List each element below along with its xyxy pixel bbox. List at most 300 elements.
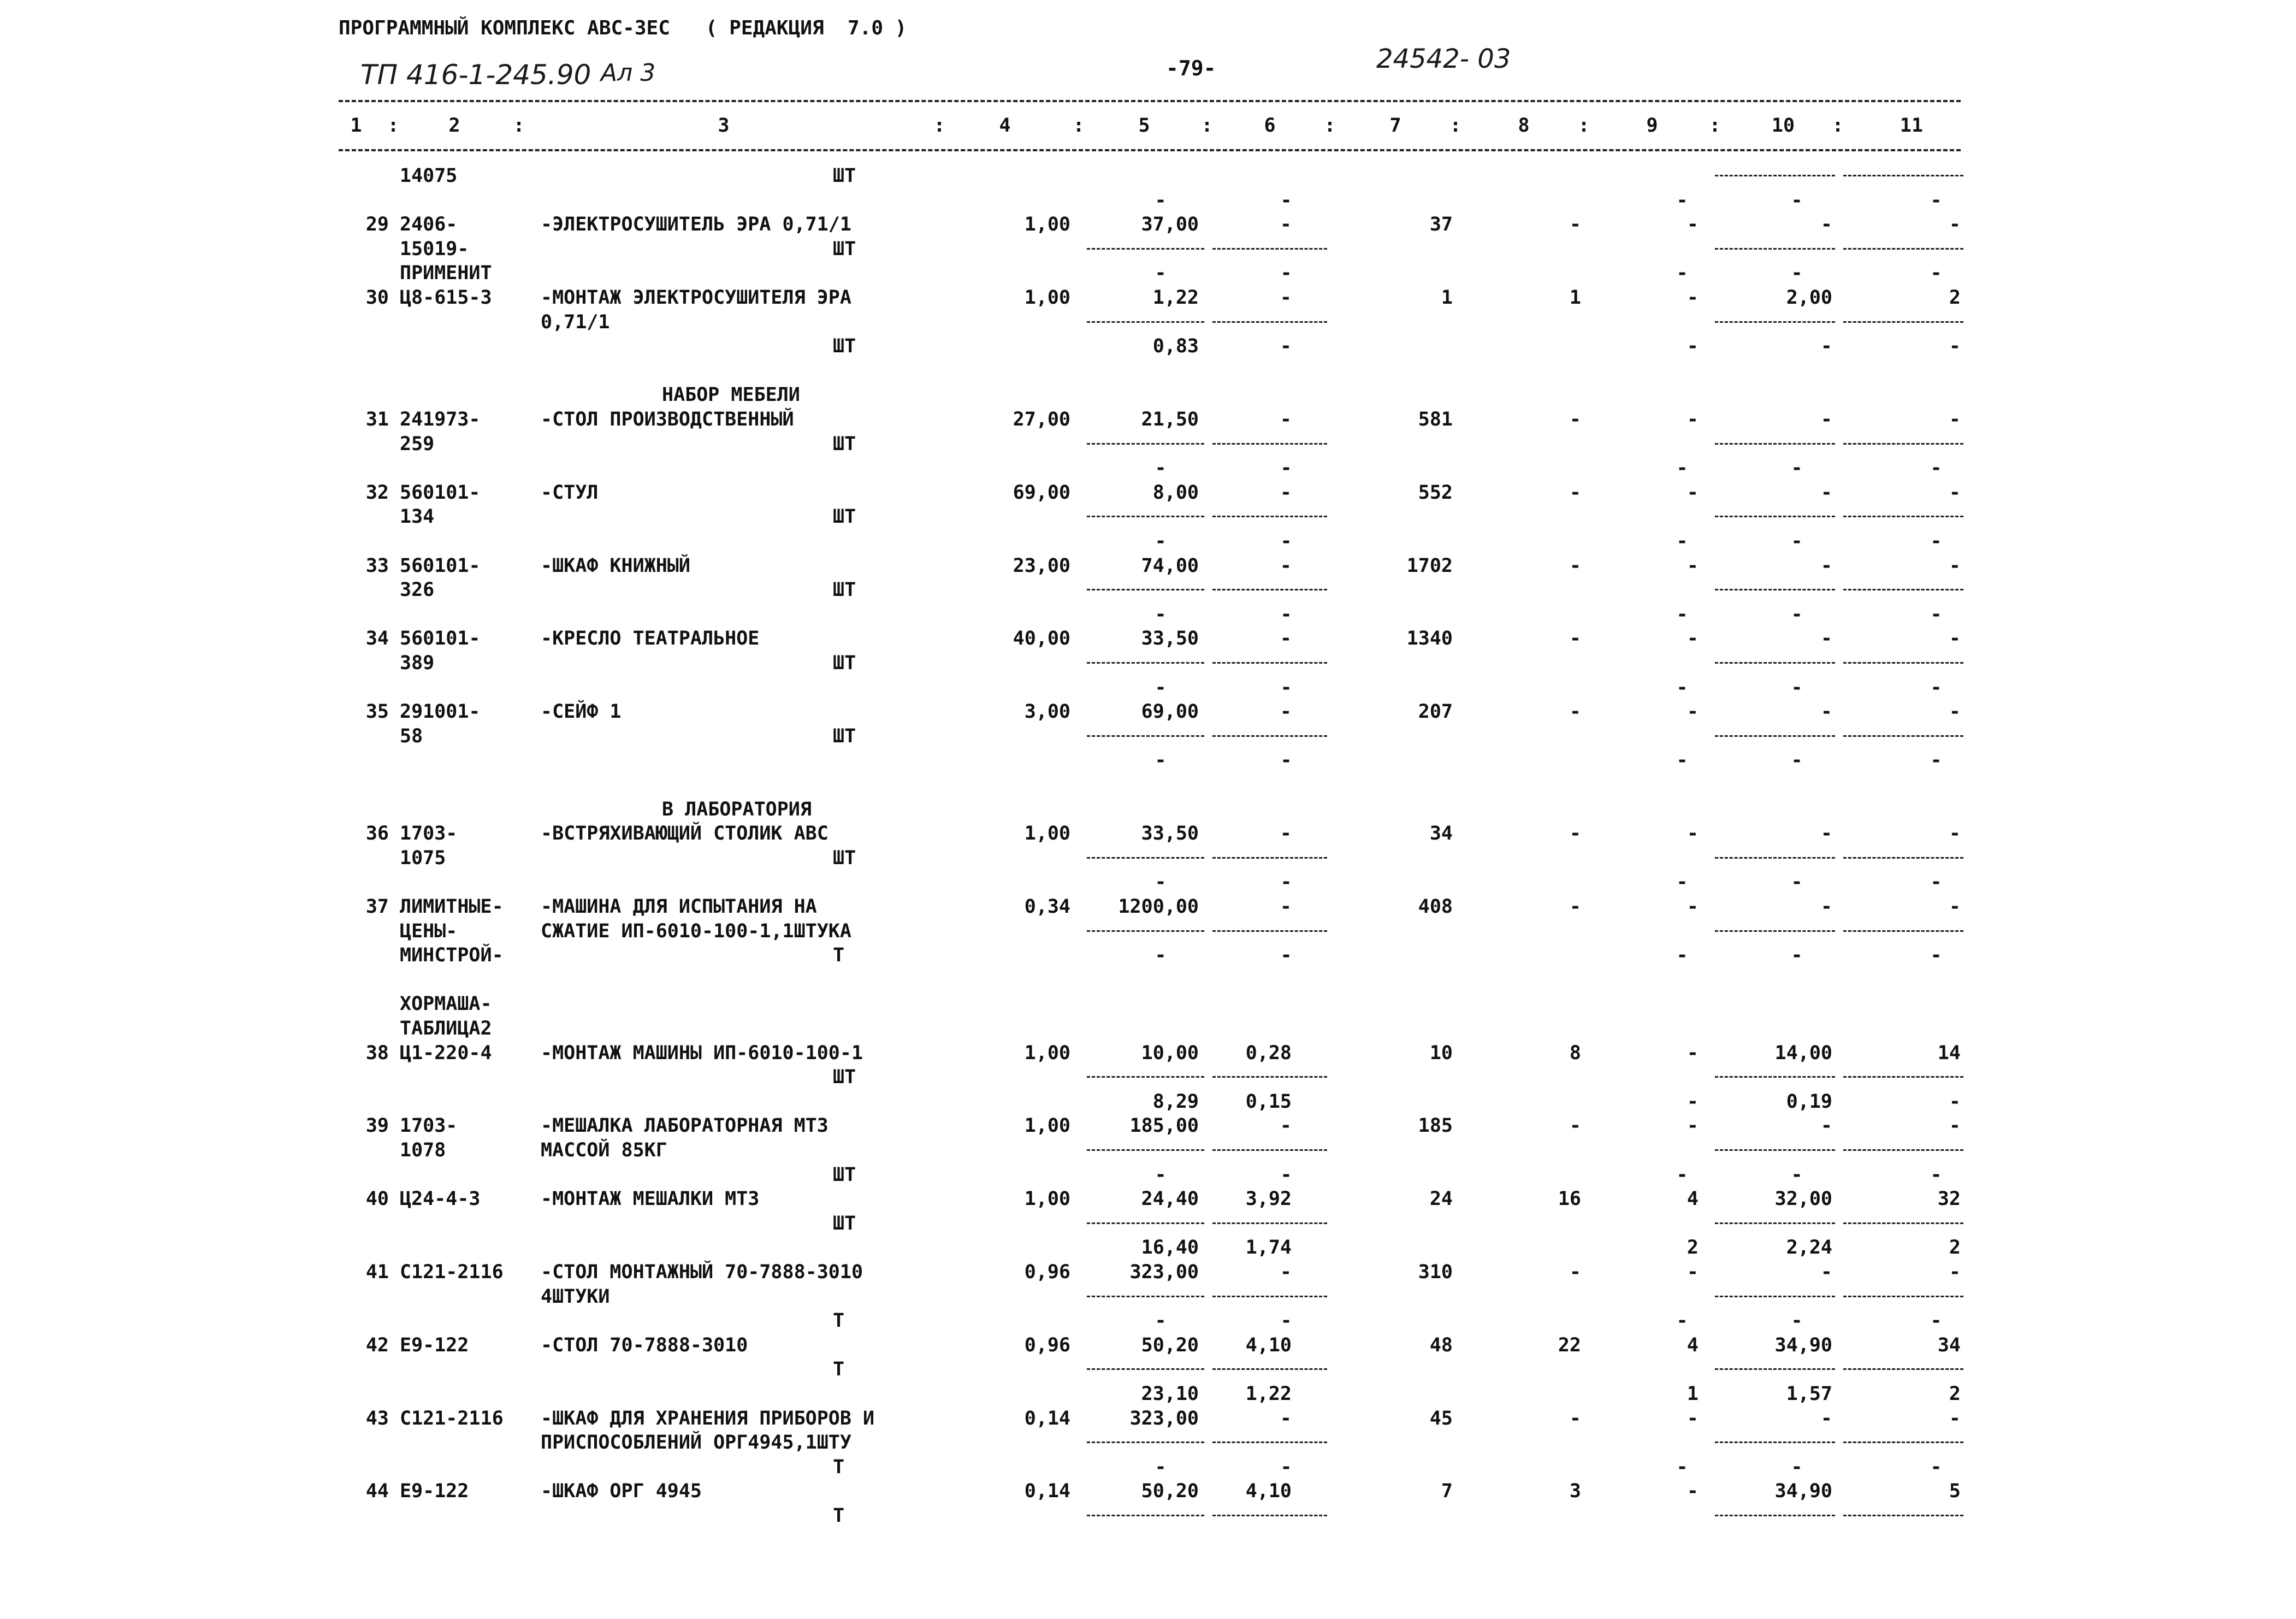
cell-c5: 24,40: [1141, 1188, 1199, 1210]
subtotal-underline: [1715, 1296, 1835, 1297]
cell-c9: 2: [1687, 1237, 1699, 1258]
subtotal-underline: [1212, 857, 1327, 859]
cell-num: 33: [365, 555, 389, 577]
dash-mark: -: [1155, 677, 1167, 699]
cell-c11: -: [1949, 335, 1961, 357]
page-number: -79-: [1166, 56, 1216, 80]
cell-c2: Ц24-4-3: [400, 1188, 481, 1210]
cell-num: 40: [365, 1188, 389, 1210]
dash-mark: -: [1155, 530, 1167, 552]
subtotal-underline: [1212, 589, 1327, 590]
cell-c5: 69,00: [1141, 701, 1199, 723]
column-number: 10: [1771, 115, 1795, 137]
cell-c3: СЖАТИЕ ИП-6010-100-1,1ШТУКА: [541, 920, 851, 942]
cell-num: 42: [365, 1334, 389, 1356]
dash-mark: -: [1676, 1456, 1688, 1478]
subtotal-underline: [1212, 1515, 1327, 1516]
dash-mark: -: [1155, 749, 1167, 771]
cell-c4: 1,00: [1024, 823, 1070, 844]
cell-c10: -: [1820, 1261, 1832, 1283]
cell-c8: -: [1569, 1408, 1581, 1429]
cell-c3: -МАШИНА ДЛЯ ИСПЫТАНИЯ НА: [541, 896, 817, 918]
cell-c3: -МОНТАЖ МАШИНЫ ИП-6010-100-1: [541, 1042, 863, 1064]
cell-c2: 58: [400, 725, 423, 747]
cell-unit: ШТ: [833, 1066, 856, 1088]
cell-c4: 0,14: [1024, 1408, 1070, 1429]
cell-unit: ШТ: [833, 652, 856, 674]
subtotal-underline: [1715, 662, 1835, 664]
cell-c8: 3: [1569, 1480, 1581, 1502]
cell-c2: ЛИМИТНЫЕ-: [400, 896, 504, 918]
cell-c11: 5: [1949, 1480, 1961, 1502]
cell-c4: 40,00: [1013, 628, 1070, 649]
cell-c7: 7: [1441, 1480, 1453, 1502]
cell-c10: -: [1820, 335, 1832, 357]
column-separator: :: [1324, 115, 1336, 137]
subtotal-underline: [1843, 175, 1963, 176]
subtotal-underline: [1843, 589, 1963, 590]
cell-c3: -МЕШАЛКА ЛАБОРАТОРНАЯ МТЗ: [541, 1115, 829, 1137]
cell-unit: Т: [833, 944, 845, 966]
column-number: 7: [1389, 115, 1401, 137]
subtotal-underline: [1212, 1149, 1327, 1151]
cell-c5: 23,10: [1141, 1383, 1199, 1405]
column-separator: :: [1709, 115, 1721, 137]
cell-c11: -: [1949, 555, 1961, 577]
cell-c9: 4: [1687, 1334, 1699, 1356]
subtotal-underline: [1212, 516, 1327, 517]
cell-c11: -: [1949, 1408, 1961, 1429]
cell-c9: -: [1687, 1480, 1699, 1502]
cell-c5: 21,50: [1141, 409, 1199, 430]
section-heading: В ЛАБОРАТОРИЯ: [662, 799, 812, 820]
cell-c11: -: [1949, 896, 1961, 918]
dash-mark: -: [1280, 749, 1292, 771]
cell-c2: ХОРМАША-: [400, 993, 492, 1015]
dash-mark: -: [1791, 530, 1803, 552]
cell-c4: 1,00: [1024, 214, 1070, 235]
cell-c6: 3,92: [1245, 1188, 1292, 1210]
dash-mark: -: [1280, 871, 1292, 893]
dash-mark: -: [1930, 1164, 1942, 1186]
subtotal-underline: [1843, 321, 1963, 323]
cell-c6: -: [1280, 1408, 1292, 1429]
cell-c2: 291001-: [400, 701, 481, 723]
dash-mark: -: [1155, 871, 1167, 893]
dash-mark: -: [1155, 262, 1167, 284]
subtotal-underline: [1843, 1441, 1963, 1443]
cell-c11: -: [1949, 1091, 1961, 1113]
cell-c9: -: [1687, 555, 1699, 577]
cell-c2: 134: [400, 506, 435, 528]
cell-c6: -: [1280, 214, 1292, 235]
cell-c7: 552: [1418, 482, 1453, 504]
subtotal-underline: [1212, 321, 1327, 323]
column-number: 4: [999, 115, 1011, 137]
cell-c2: С121-2116: [400, 1261, 504, 1283]
cell-num: 34: [365, 628, 389, 649]
cell-c9: -: [1687, 701, 1699, 723]
subtotal-underline: [1087, 735, 1204, 737]
cell-c4: 69,00: [1013, 482, 1070, 504]
cell-c10: 34,90: [1774, 1334, 1832, 1356]
cell-c6: 4,10: [1245, 1480, 1292, 1502]
subtotal-underline: [1843, 1368, 1963, 1370]
cell-num: 41: [365, 1261, 389, 1283]
column-separator: :: [1449, 115, 1461, 137]
column-separator: :: [1073, 115, 1085, 137]
cell-c6: 0,28: [1245, 1042, 1292, 1064]
subtotal-underline: [1715, 1368, 1835, 1370]
subtotal-underline: [1212, 1222, 1327, 1224]
dash-mark: -: [1155, 1310, 1167, 1332]
subtotal-underline: [1087, 930, 1204, 932]
column-number: 5: [1138, 115, 1150, 137]
dash-mark: -: [1676, 1164, 1688, 1186]
cell-c3: -ВСТРЯХИВАЮЩИЙ СТОЛИК АВС: [541, 823, 829, 844]
cell-c6: -: [1280, 287, 1292, 309]
cell-c2: 389: [400, 652, 435, 674]
cell-c9: 1: [1687, 1383, 1699, 1405]
cell-num: 44: [365, 1480, 389, 1502]
subtotal-underline: [1212, 930, 1327, 932]
subtotal-underline: [1212, 735, 1327, 737]
cell-c10: 14,00: [1774, 1042, 1832, 1064]
dash-mark: -: [1280, 530, 1292, 552]
cell-num: 29: [365, 214, 389, 235]
subtotal-underline: [1843, 662, 1963, 664]
dash-mark: -: [1676, 1310, 1688, 1332]
dash-mark: -: [1791, 1310, 1803, 1332]
dash-mark: -: [1930, 871, 1942, 893]
cell-c7: 1340: [1406, 628, 1453, 649]
cell-c5: 0,83: [1152, 335, 1199, 357]
dash-mark: -: [1676, 677, 1688, 699]
cell-c8: -: [1569, 555, 1581, 577]
subtotal-underline: [1212, 1368, 1327, 1370]
album-number: Ал 3: [601, 59, 656, 87]
dash-mark: -: [1791, 604, 1803, 625]
cell-c10: -: [1820, 1115, 1832, 1137]
subtotal-underline: [1715, 321, 1835, 323]
column-number: 1: [350, 115, 362, 137]
dash-mark: -: [1791, 190, 1803, 211]
cell-c11: -: [1949, 409, 1961, 430]
column-separator: :: [1201, 115, 1213, 137]
cell-c3: -СТУЛ: [541, 482, 599, 504]
cell-unit: ШТ: [833, 238, 856, 260]
cell-c2: 1078: [400, 1139, 446, 1161]
dash-mark: -: [1930, 457, 1942, 479]
subtotal-underline: [1212, 1296, 1327, 1297]
column-number: 3: [718, 115, 730, 137]
cell-c6: -: [1280, 409, 1292, 430]
subtotal-underline: [1087, 516, 1204, 517]
cell-c6: -: [1280, 335, 1292, 357]
dash-mark: -: [1930, 944, 1942, 966]
cell-c9: -: [1687, 335, 1699, 357]
subtotal-underline: [1087, 248, 1204, 250]
subtotal-underline: [1715, 930, 1835, 932]
cell-c10: -: [1820, 214, 1832, 235]
cell-c5: 33,50: [1141, 823, 1199, 844]
cell-c5: 323,00: [1129, 1261, 1199, 1283]
cell-c2: Е9-122: [400, 1334, 469, 1356]
cell-c4: 1,00: [1024, 1115, 1070, 1137]
cell-unit: ШТ: [833, 335, 856, 357]
subtotal-underline: [1843, 1149, 1963, 1151]
cell-num: 35: [365, 701, 389, 723]
cell-c7: 48: [1429, 1334, 1453, 1356]
dash-mark: -: [1280, 604, 1292, 625]
subtotal-underline: [1715, 1441, 1835, 1443]
subtotal-underline: [1212, 248, 1327, 250]
subtotal-underline: [1212, 1076, 1327, 1078]
cell-c11: -: [1949, 1261, 1961, 1283]
cell-c8: 1: [1569, 287, 1581, 309]
subtotal-underline: [1843, 930, 1963, 932]
cell-c5: 37,00: [1141, 214, 1199, 235]
cell-c5: 185,00: [1129, 1115, 1199, 1137]
cell-c3: -ЭЛЕКТРОСУШИТЕЛЬ ЭРА 0,71/1: [541, 214, 851, 235]
subtotal-underline: [1212, 443, 1327, 445]
cell-c2: 1703-: [400, 1115, 458, 1137]
cell-c4: 0,96: [1024, 1334, 1070, 1356]
subtotal-underline: [1087, 321, 1204, 323]
cell-c4: 0,96: [1024, 1261, 1070, 1283]
cell-c7: 581: [1418, 409, 1453, 430]
column-number: 8: [1518, 115, 1530, 137]
subtotal-underline: [1715, 1076, 1835, 1078]
subtotal-underline: [1087, 443, 1204, 445]
cell-c9: -: [1687, 823, 1699, 844]
subtotal-underline: [1715, 1222, 1835, 1224]
cell-c3: -ШКАФ КНИЖНЫЙ: [541, 555, 690, 577]
subtotal-underline: [1087, 1296, 1204, 1297]
cell-c3: МАССОЙ 85КГ: [541, 1139, 667, 1161]
subtotal-underline: [1087, 857, 1204, 859]
cell-num: 37: [365, 896, 389, 918]
cell-c7: 1: [1441, 287, 1453, 309]
cell-c5: 10,00: [1141, 1042, 1199, 1064]
cell-c2: 1075: [400, 847, 446, 869]
cell-c9: -: [1687, 1042, 1699, 1064]
cell-c9: -: [1687, 1261, 1699, 1283]
dash-mark: -: [1930, 749, 1942, 771]
cell-c8: -: [1569, 1261, 1581, 1283]
cell-unit: Т: [833, 1505, 845, 1527]
cell-c7: 408: [1418, 896, 1453, 918]
cell-c9: -: [1687, 214, 1699, 235]
dash-mark: -: [1930, 190, 1942, 211]
cell-num: 32: [365, 482, 389, 504]
column-separator: :: [513, 115, 525, 137]
column-number: 11: [1899, 115, 1924, 137]
cell-c4: 1,00: [1024, 1188, 1070, 1210]
subtotal-underline: [1715, 735, 1835, 737]
subtotal-underline: [1087, 1515, 1204, 1516]
dash-mark: -: [1930, 262, 1942, 284]
subtotal-underline: [1087, 1368, 1204, 1370]
cell-c7: 1702: [1406, 555, 1453, 577]
subtotal-underline: [1843, 1515, 1963, 1516]
cell-c5: 1,22: [1152, 287, 1199, 309]
dash-mark: -: [1155, 190, 1167, 211]
cell-unit: ШТ: [833, 1213, 856, 1234]
subtotal-underline: [1087, 1076, 1204, 1078]
dash-mark: -: [1280, 1164, 1292, 1186]
dash-mark: -: [1791, 457, 1803, 479]
cell-c5: 50,20: [1141, 1334, 1199, 1356]
column-number: 9: [1646, 115, 1658, 137]
cell-c8: -: [1569, 482, 1581, 504]
cell-c10: -: [1820, 628, 1832, 649]
cell-c2: Ц1-220-4: [400, 1042, 492, 1064]
cell-c6: -: [1280, 628, 1292, 649]
cell-c2: 14075: [400, 165, 458, 187]
dash-mark: -: [1791, 262, 1803, 284]
cell-c8: 8: [1569, 1042, 1581, 1064]
subtotal-underline: [1715, 175, 1835, 176]
header-rule-bottom: [339, 149, 1961, 151]
dash-mark: -: [1676, 871, 1688, 893]
cell-c5: 16,40: [1141, 1237, 1199, 1258]
cell-c11: -: [1949, 628, 1961, 649]
dash-mark: -: [1676, 530, 1688, 552]
column-separator: :: [387, 115, 399, 137]
cell-unit: ШТ: [833, 725, 856, 747]
dash-mark: -: [1930, 677, 1942, 699]
dash-mark: -: [1280, 1456, 1292, 1478]
dash-mark: -: [1791, 1456, 1803, 1478]
cell-c4: 0,34: [1024, 896, 1070, 918]
cell-c10: -: [1820, 701, 1832, 723]
dash-mark: -: [1791, 677, 1803, 699]
cell-unit: Т: [833, 1310, 845, 1332]
cell-c6: 0,15: [1245, 1091, 1292, 1113]
cell-c9: -: [1687, 1408, 1699, 1429]
cell-unit: ШТ: [833, 579, 856, 601]
cell-unit: ШТ: [833, 506, 856, 528]
cell-c2: 560101-: [400, 555, 481, 577]
cell-c5: 8,00: [1152, 482, 1199, 504]
cell-c10: -: [1820, 409, 1832, 430]
column-separator: :: [1832, 115, 1844, 137]
cell-c11: 2: [1949, 1383, 1961, 1405]
cell-unit: Т: [833, 1456, 845, 1478]
column-separator: :: [933, 115, 945, 137]
cell-c3: 0,71/1: [541, 311, 610, 333]
cell-unit: ШТ: [833, 1164, 856, 1186]
cell-c5: 323,00: [1129, 1408, 1199, 1429]
cell-c4: 1,00: [1024, 287, 1070, 309]
dash-mark: -: [1791, 749, 1803, 771]
subtotal-underline: [1843, 857, 1963, 859]
cell-c4: 3,00: [1024, 701, 1070, 723]
dash-mark: -: [1791, 1164, 1803, 1186]
subtotal-underline: [1843, 1076, 1963, 1078]
cell-c10: 2,00: [1786, 287, 1832, 309]
subtotal-underline: [1715, 1149, 1835, 1151]
cell-c8: -: [1569, 628, 1581, 649]
cell-c6: -: [1280, 482, 1292, 504]
dash-mark: -: [1280, 944, 1292, 966]
cell-c9: -: [1687, 482, 1699, 504]
cell-unit: Т: [833, 1358, 845, 1380]
cell-c6: 1,22: [1245, 1383, 1292, 1405]
cell-c3: -МОНТАЖ МЕШАЛКИ МТЗ: [541, 1188, 760, 1210]
cell-c6: 1,74: [1245, 1237, 1292, 1258]
cell-c6: -: [1280, 1115, 1292, 1137]
cell-c2: 326: [400, 579, 435, 601]
cell-c6: -: [1280, 555, 1292, 577]
dash-mark: -: [1280, 677, 1292, 699]
cell-c10: 32,00: [1774, 1188, 1832, 1210]
cell-c9: -: [1687, 287, 1699, 309]
header-rule-top: [339, 100, 1961, 102]
document-code: ТП 416-1-245.90: [360, 59, 591, 91]
cell-c9: -: [1687, 1115, 1699, 1137]
dash-mark: -: [1930, 1310, 1942, 1332]
cell-c6: -: [1280, 701, 1292, 723]
cell-c10: -: [1820, 555, 1832, 577]
cell-c3: -СТОЛ ПРОИЗВОДСТВЕННЫЙ: [541, 409, 794, 430]
cell-c2: 560101-: [400, 482, 481, 504]
subtotal-underline: [1843, 248, 1963, 250]
dash-mark: -: [1155, 944, 1167, 966]
subtotal-underline: [1715, 589, 1835, 590]
cell-num: 43: [365, 1408, 389, 1429]
cell-c3: 4ШТУКИ: [541, 1286, 610, 1308]
cell-num: 39: [365, 1115, 389, 1137]
cell-c8: -: [1569, 896, 1581, 918]
cell-c11: -: [1949, 1115, 1961, 1137]
cell-c5: 8,29: [1152, 1091, 1199, 1113]
cell-c7: 185: [1418, 1115, 1453, 1137]
cell-c8: 22: [1558, 1334, 1581, 1356]
dash-mark: -: [1280, 190, 1292, 211]
subtotal-underline: [1212, 662, 1327, 664]
subtotal-underline: [1843, 443, 1963, 445]
cell-c9: -: [1687, 1091, 1699, 1113]
cell-c11: 32: [1937, 1188, 1961, 1210]
cell-c10: 1,57: [1786, 1383, 1832, 1405]
cell-c3: -СТОЛ МОНТАЖНЫЙ 70-7888-3010: [541, 1261, 863, 1283]
cell-c11: -: [1949, 701, 1961, 723]
cell-c7: 34: [1429, 823, 1453, 844]
cell-c3: -ШКАФ ОРГ 4945: [541, 1480, 702, 1502]
cell-unit: ШТ: [833, 433, 856, 455]
cell-c3: -МОНТАЖ ЭЛЕКТРОСУШИТЕЛЯ ЭРА: [541, 287, 851, 309]
cell-c11: -: [1949, 482, 1961, 504]
cell-c4: 23,00: [1013, 555, 1070, 577]
column-number: 2: [448, 115, 460, 137]
dash-mark: -: [1676, 604, 1688, 625]
dash-mark: -: [1676, 190, 1688, 211]
inventory-stamp: 24542- 03: [1376, 44, 1511, 74]
cell-c10: -: [1820, 823, 1832, 844]
cell-c9: -: [1687, 628, 1699, 649]
dash-mark: -: [1155, 604, 1167, 625]
cell-c11: 14: [1937, 1042, 1961, 1064]
cell-c10: 34,90: [1774, 1480, 1832, 1502]
cell-c2: ЦЕНЫ-: [400, 920, 458, 942]
subtotal-underline: [1087, 589, 1204, 590]
subtotal-underline: [1715, 857, 1835, 859]
cell-c11: -: [1949, 823, 1961, 844]
dash-mark: -: [1791, 944, 1803, 966]
dash-mark: -: [1155, 457, 1167, 479]
